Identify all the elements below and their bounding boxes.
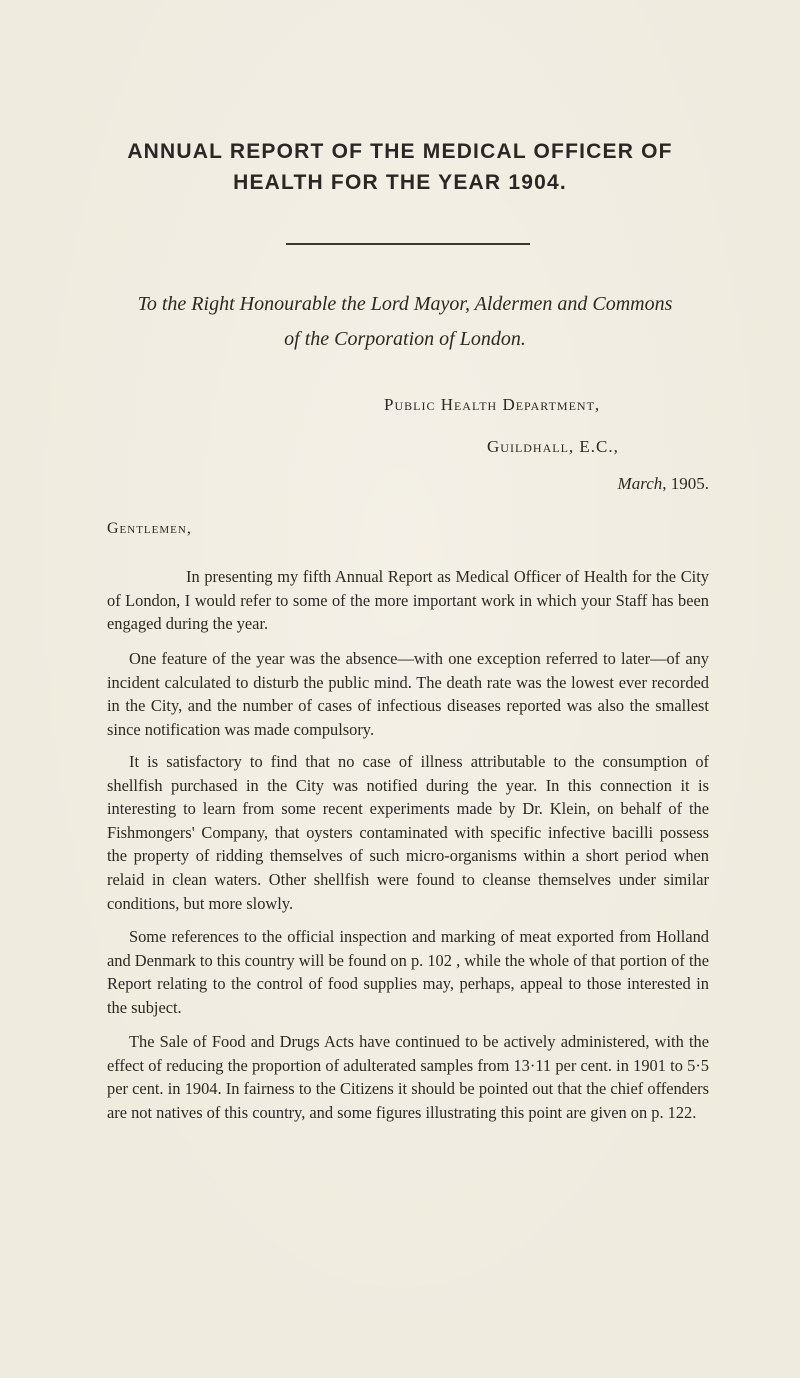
letter-date: [618, 474, 709, 494]
title-divider: [286, 243, 530, 245]
report-title-line-2: HEALTH FOR THE YEAR 1904.: [233, 171, 567, 194]
addressee-line-1: To the Right Honourable the Lord Mayor, Aldermen and Commons: [137, 293, 673, 315]
salutation: Gentlemen,: [107, 520, 192, 537]
paragraph-intro: In presenting my fifth Annual Report as Medical Officer of Health for the City of London, I would refer to some of the more important work in which your Staff has been engaged during the year.: [107, 567, 709, 634]
department-address: Guildhall, E.C.,: [487, 437, 619, 456]
date-year: , 1905.: [662, 474, 709, 493]
date-month: March: [617, 474, 663, 493]
paragraph-death-rate: One feature of the year was the absence—with one exception referred to later—of any incident calculated to disturb the public mind. The death rate was the lowest ever recorded in the City, and the number of cases of infectious diseases reported was also the smallest since notification was made compulsory.: [107, 649, 709, 739]
paragraph-shellfish: It is satisfactory to find that no case of illness attributable to the consumption of shellfish purchased in the City was notified during the year. In this connection it is interesting to learn from some recent experiments made by Dr. Klein, on behalf of the Fishmongers' Company, that oysters contaminated with specific infective bacilli possess the property of ridding themselves of such micro-organisms within a short period when relaid in clean waters. Other shellfish were found to cleanse themselves under similar conditions, but more slowly.: [107, 752, 709, 913]
paragraph-meat-inspection: Some references to the official inspection and marking of meat exported from Holland and Denmark to this country will be found on p. 102 , while the whole of that portion of the Report relating to the control of food supplies may, perhaps, appeal to those interested in the subject.: [107, 927, 709, 1017]
paragraph-food-and-drugs: The Sale of Food and Drugs Acts have continued to be actively administered, with the effect of reducing the proportion of adulterated samples from 13·11 per cent. in 1901 to 5·5 per cent. in 1904. In fairness to the Citizens it should be pointed out that the chief offenders are not natives of this country, and some figures illustrating this point are given on p. 122.: [107, 1032, 709, 1122]
report-title-line-1: ANNUAL REPORT OF THE MEDICAL OFFICER OF: [127, 140, 673, 163]
addressee-line-2: of the Corporation of London.: [284, 328, 526, 350]
department-name: Public Health Department,: [384, 395, 601, 414]
